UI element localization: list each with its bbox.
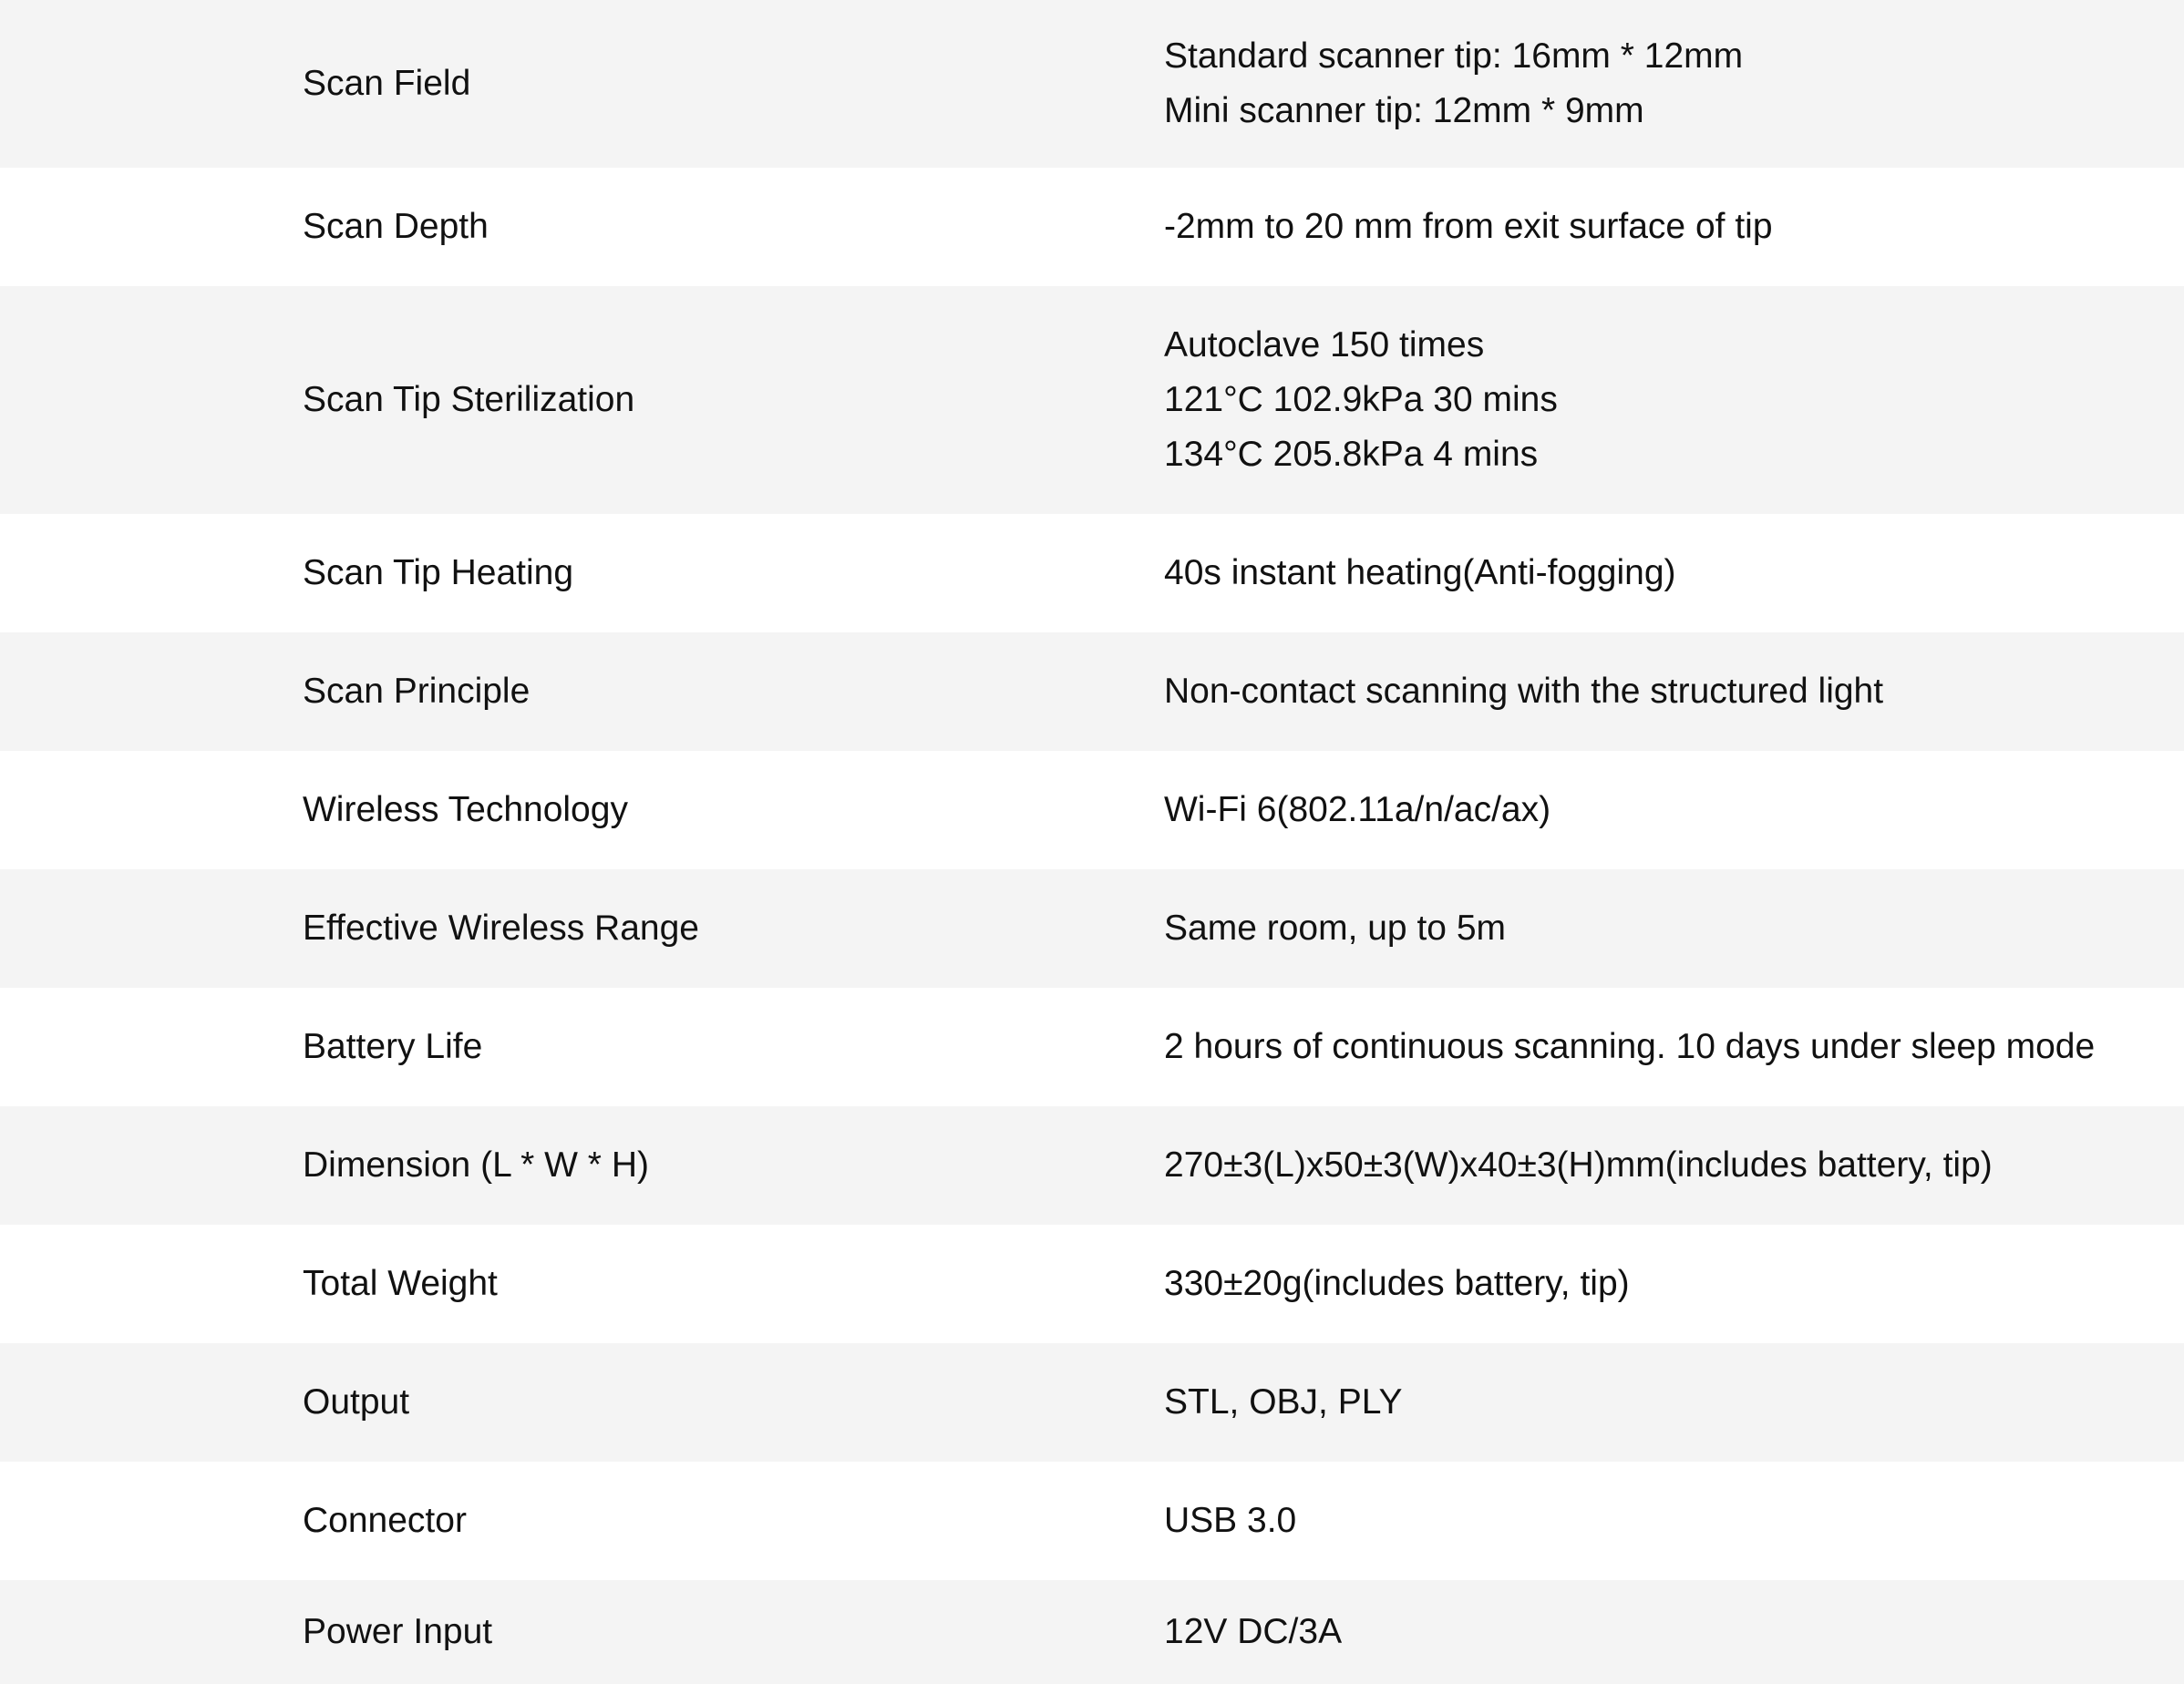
spec-value-line: Same room, up to 5m [1164,909,1506,948]
spec-row-scan-principle [0,632,2184,751]
spec-label: Effective Wireless Range [303,909,699,948]
spec-label: Total Weight [303,1264,498,1303]
spec-row-scan-tip-sterilization [0,286,2184,514]
spec-row-scan-depth [0,168,2184,286]
spec-value [1164,901,2184,956]
spec-value-line: 12V DC/3A [1164,1612,1343,1651]
spec-value-line: 121°C 102.9kPa 30 mins [1164,380,1558,419]
spec-value [1164,29,2184,139]
spec-label: Scan Tip Heating [303,553,574,592]
spec-row-battery-life [0,988,2184,1106]
spec-value [1164,1138,2184,1193]
spec-label: Scan Tip Sterilization [303,380,635,419]
spec-value-line: 330±20g(includes battery, tip) [1164,1264,1630,1303]
spec-row-total-weight [0,1225,2184,1343]
spec-label: Scan Field [303,64,471,103]
spec-value [1164,664,2184,719]
spec-row-dimension [0,1106,2184,1225]
spec-value [1164,1257,2184,1311]
spec-value [1164,318,2184,482]
spec-value [1164,1605,2184,1659]
spec-value-line: 2 hours of continuous scanning. 10 days under sleep mode [1164,1027,2096,1066]
spec-value-line: Autoclave 150 times [1164,325,1485,365]
spec-label: Power Input [303,1612,493,1651]
spec-row-wireless-technology [0,751,2184,869]
spec-value-line: 134°C 205.8kPa 4 mins [1164,435,1539,474]
spec-label: Scan Depth [303,207,489,246]
spec-label: Dimension (L * W * H) [303,1145,649,1185]
spec-row-connector [0,1462,2184,1580]
spec-value-line: Standard scanner tip: 16mm * 12mm [1164,36,1744,76]
spec-value-line: -2mm to 20 mm from exit surface of tip [1164,207,1773,246]
spec-value-line: Non-contact scanning with the structured light [1164,672,1884,711]
spec-value-line: 270±3(L)x50±3(W)x40±3(H)mm(includes battery, tip) [1164,1145,1993,1185]
spec-row-effective-wireless-range [0,869,2184,988]
spec-value [1164,1375,2184,1430]
spec-value-line: Mini scanner tip: 12mm * 9mm [1164,91,1644,130]
spec-value [1164,1020,2184,1074]
spec-row-scan-tip-heating [0,514,2184,632]
spec-value [1164,783,2184,837]
spec-label: Scan Principle [303,672,531,711]
spec-value-line: STL, OBJ, PLY [1164,1382,1403,1422]
spec-value [1164,546,2184,601]
spec-label: Output [303,1382,410,1422]
spec-value [1164,200,2184,254]
spec-value-line: USB 3.0 [1164,1501,1297,1540]
spec-row-power-input [0,1580,2184,1684]
spec-label: Connector [303,1501,467,1540]
spec-value [1164,1494,2184,1548]
spec-value-line: Wi-Fi 6(802.11a/n/ac/ax) [1164,790,1551,829]
spec-row-output [0,1343,2184,1462]
spec-value-line: 40s instant heating(Anti-fogging) [1164,553,1676,592]
spec-row-scan-field [0,0,2184,168]
spec-label: Battery Life [303,1027,483,1066]
spec-label: Wireless Technology [303,790,628,829]
